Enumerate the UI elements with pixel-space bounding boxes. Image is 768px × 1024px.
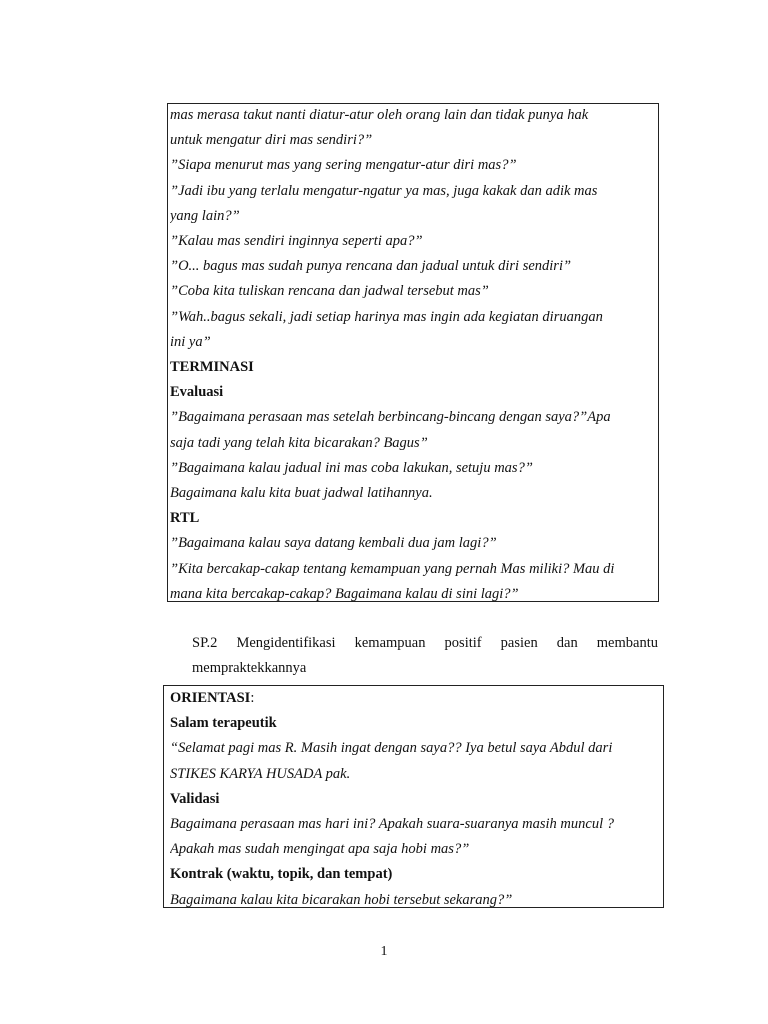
section-label: Evaluasi xyxy=(170,384,224,401)
dialogue-box-2 xyxy=(163,685,664,908)
dialogue-text: ”Bagaimana kalau jadual ini mas coba lakukan, setuju mas?” xyxy=(170,459,533,476)
dialogue-text: ”Wah..bagus sekali, jadi setiap harinya mas ingin ada kegiatan diruangan xyxy=(170,308,603,325)
text-line xyxy=(170,762,659,787)
dialogue-box-1 xyxy=(167,103,659,602)
section-label: Salam terapeutik xyxy=(170,715,277,732)
heading-word: SP.2 xyxy=(192,635,218,651)
heading-word: pasien xyxy=(500,635,538,651)
label-suffix: : xyxy=(250,690,255,706)
text-line xyxy=(170,531,654,556)
section-label: RTL xyxy=(170,510,200,527)
dialogue-text: Bagaimana perasaan mas hari ini? Apakah suara-suaranya masih muncul ? xyxy=(170,816,614,832)
heading-word: membantu xyxy=(596,635,658,651)
text-line xyxy=(170,153,654,178)
dialogue-text: Bagaimana kalu kita buat jadwal latihannya. xyxy=(170,485,433,501)
text-line xyxy=(170,330,654,355)
dialogue-text: ”Kalau mas sendiri inginnya seperti apa?” xyxy=(170,233,423,249)
text-line xyxy=(170,103,654,128)
section-heading-line-1 xyxy=(192,631,658,656)
text-line xyxy=(170,481,654,506)
text-line xyxy=(170,686,659,711)
dialogue-text: mas merasa takut nanti diatur-atur oleh orang lain dan tidak punya hak xyxy=(170,107,589,123)
section-label: Kontrak (waktu, topik, dan tempat) xyxy=(170,866,393,883)
text-line xyxy=(170,582,654,607)
text-line xyxy=(170,355,654,380)
dialogue-text: ”O... bagus mas sudah punya rencana dan jadual untuk diri sendiri” xyxy=(170,258,572,275)
text-line xyxy=(170,279,654,304)
text-line xyxy=(170,456,654,481)
text-line xyxy=(170,557,654,582)
dialogue-text: yang lain?” xyxy=(170,207,240,224)
dialogue-text: ”Bagaimana kalau saya datang kembali dua jam lagi?” xyxy=(170,535,497,552)
text-line xyxy=(170,305,654,330)
heading-word: kemampuan xyxy=(354,635,426,651)
dialogue-text: ”Kita bercakap-cakap tentang kemampuan yang pernah Mas miliki? Mau di xyxy=(170,560,615,577)
text-line xyxy=(170,812,659,837)
text-line xyxy=(170,711,659,736)
dialogue-text: ini ya” xyxy=(170,333,211,350)
section-label: Validasi xyxy=(170,790,220,807)
dialogue-text: “Selamat pagi mas R. Masih ingat dengan saya?? Iya betul saya Abdul dari xyxy=(170,740,613,757)
text-line xyxy=(170,837,659,862)
dialogue-text: ”Bagaimana perasaan mas setelah berbincang-bincang dengan saya?”Apa xyxy=(170,409,611,426)
section-heading-line-2: mempraktekkannya xyxy=(192,660,307,676)
dialogue-text: Apakah mas sudah mengingat apa saja hobi mas?” xyxy=(170,841,470,858)
dialogue-text: saja tadi yang telah kita bicarakan? Bagus” xyxy=(170,434,428,451)
dialogue-text: STIKES KARYA HUSADA pak. xyxy=(170,765,351,782)
text-line xyxy=(170,179,654,204)
dialogue-text: ”Jadi ibu yang terlalu mengatur-ngatur ya mas, juga kakak dan adik mas xyxy=(170,182,598,199)
text-line xyxy=(170,380,654,405)
section-label: TERMINASI xyxy=(170,359,254,375)
dialogue-text: untuk mengatur diri mas sendiri?” xyxy=(170,132,373,149)
heading-word: dan xyxy=(556,635,578,651)
text-line xyxy=(170,736,659,761)
text-line xyxy=(170,204,654,229)
text-line xyxy=(170,506,654,531)
dialogue-text: ”Coba kita tuliskan rencana dan jadwal tersebut mas” xyxy=(170,283,489,300)
text-line xyxy=(170,888,659,913)
section-label: ORIENTASI xyxy=(170,690,251,706)
text-line xyxy=(170,254,654,279)
text-line xyxy=(170,229,654,254)
heading-word: Mengidentifikasi xyxy=(236,635,336,651)
text-line xyxy=(170,862,659,887)
page-number: 1 xyxy=(380,944,388,959)
text-line xyxy=(170,405,654,430)
dialogue-text: ”Siapa menurut mas yang sering mengatur-atur diri mas?” xyxy=(170,157,517,174)
section-heading-sp2 xyxy=(192,631,658,681)
dialogue-text: mana kita bercakap-cakap? Bagaimana kalau di sini lagi?” xyxy=(170,585,519,602)
text-line xyxy=(170,787,659,812)
text-line xyxy=(170,128,654,153)
heading-word: positif xyxy=(444,635,482,651)
dialogue-text: Bagaimana kalau kita bicarakan hobi tersebut sekarang?” xyxy=(170,891,513,908)
text-line xyxy=(170,431,654,456)
